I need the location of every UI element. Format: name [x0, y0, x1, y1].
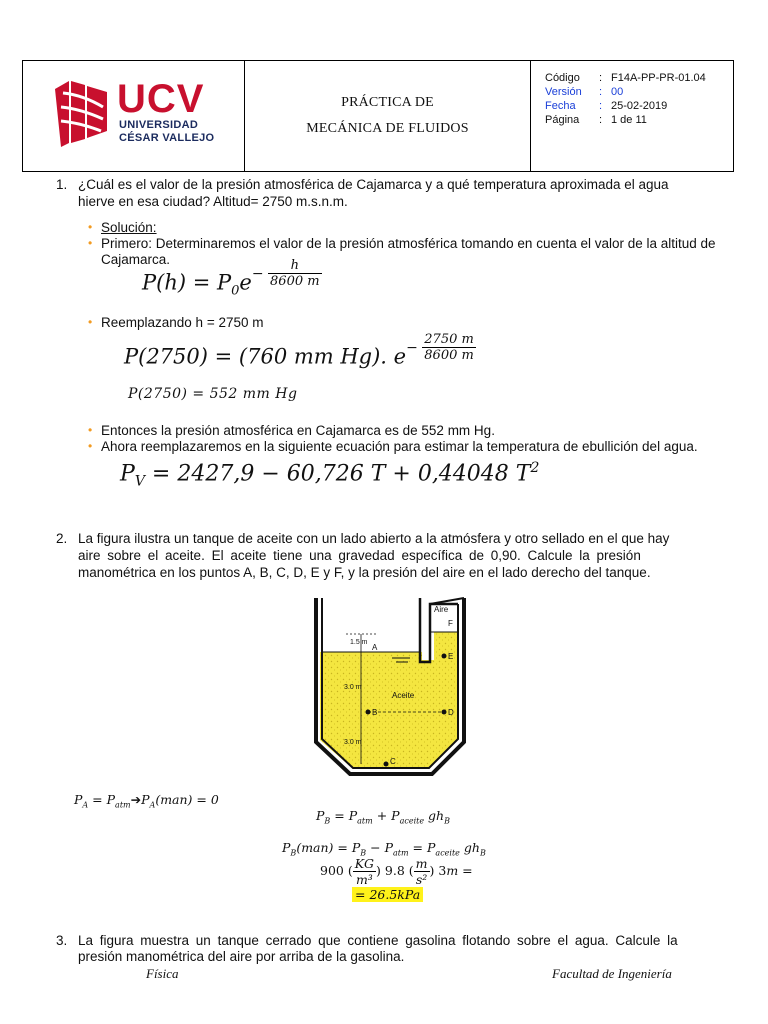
meta-sep: : — [599, 86, 603, 98]
equation-p2750-result: P(2750) = 552 mm Hg — [128, 386, 298, 402]
primero-line1: Primero: Determinaremos el valor de la presión atmosférica tomando en cuenta el valor de la altitud de — [101, 236, 716, 251]
bullet-dot: • — [88, 220, 93, 234]
logo-emblem-red — [55, 81, 69, 147]
meta-label: Página — [545, 114, 580, 126]
meta-row-fecha — [545, 99, 735, 113]
point-label-c: C — [390, 757, 396, 766]
meta-row-codigo — [545, 71, 735, 85]
equation-pb-result — [352, 887, 423, 902]
title-line1: PRÁCTICA DE — [341, 95, 434, 110]
equation-barometric: $P(h) = P_0e^{- \frac{h}{8600 m}}$ — [142, 258, 320, 299]
meta-value: 00 — [611, 86, 624, 98]
question-text-line2: aire sobre el aceite. El aceite tiene una gravedad específica de 0,90. Calcule la presión — [78, 548, 641, 563]
dim-label-top: 1.5 m — [350, 639, 368, 646]
meta-sep: : — [599, 114, 603, 126]
equation-pb-man: $P_B(man) = P_B - P_{atm} = P_{aceite}$ $gh_B$ — [282, 840, 486, 858]
label-aire: Aire — [434, 605, 449, 614]
point-c — [384, 762, 389, 767]
footer-left: Física — [146, 966, 179, 981]
point-label-a: A — [372, 643, 378, 652]
question-number: 3. — [56, 933, 68, 948]
point-label-b: B — [372, 708, 378, 717]
point-d — [442, 710, 447, 715]
equation-pb: $P_B = P_{atm} + P_{aceite}$ $gh_B$ — [316, 808, 450, 826]
question-text-line3: manométrica en los puntos A, B, C, D, E y F, y la presión del aire en el lado derecho del tanque. — [78, 565, 651, 580]
meta-cell — [531, 61, 735, 171]
equation-pa: $P_A$ = $P_{atm}➔P_A(man) = 0$ — [74, 792, 219, 810]
meta-sep: : — [599, 72, 603, 84]
title-cell — [245, 61, 531, 171]
point-b — [366, 710, 371, 715]
meta-value: 1 de 11 — [611, 114, 647, 126]
point-label-d: D — [448, 708, 454, 717]
question-text-line2: presión manométrica del aire por arriba de la gasolina. — [78, 949, 405, 964]
ahora-text: Ahora reemplazaremos en la siguiente ecuación para estimar la temperatura de ebullición del agua. — [101, 439, 698, 454]
logo-line1: UNIVERSIDAD — [119, 119, 199, 131]
meta-label: Versión — [545, 86, 582, 98]
meta-label: Fecha — [545, 100, 576, 112]
dim-label-bot: 3.0 m — [344, 739, 362, 746]
question-text-line1: La figura ilustra un tanque de aceite con un lado abierto a la atmósfera y otro sellado en el que hay — [78, 531, 670, 546]
question-number: 2. — [56, 531, 68, 546]
primero-line2: Cajamarca. — [101, 252, 171, 267]
logo-line2: CÉSAR VALLEJO — [119, 132, 215, 144]
equation-vapor-pressure: $P_V = 2427,9 - 60,726$ T + 0,44048 $T^2$ — [120, 460, 540, 490]
result-highlight: = 26.5kPa — [352, 887, 423, 902]
point-label-f: F — [448, 619, 453, 628]
label-aceite: Aceite — [392, 691, 415, 700]
question-number: 1. — [56, 177, 68, 192]
meta-row-pagina — [545, 113, 735, 127]
solucion-label: Solución: — [101, 220, 157, 235]
meta-sep: : — [599, 100, 603, 112]
bullet-dot: • — [88, 439, 93, 453]
bullet-dot: • — [88, 236, 93, 250]
reemplazando-text: Reemplazando h = 2750 m — [101, 315, 264, 330]
meta-value: 25-02-2019 — [611, 100, 668, 112]
bullet-dot: • — [88, 423, 93, 437]
point-e — [442, 654, 447, 659]
point-label-e: E — [448, 652, 454, 661]
bullet-dot: • — [88, 315, 93, 329]
entonces-text: Entonces la presión atmosférica en Cajamarca es de 552 mm Hg. — [101, 423, 495, 438]
question-text-line2: hierve en esa ciudad? Altitud= 2750 m.s.n.m. — [78, 194, 348, 209]
logo-cell — [23, 61, 245, 171]
dim-label-mid: 3.0 m — [344, 684, 362, 691]
meta-row-version — [545, 85, 735, 99]
equation-pb-numeric: 900 ( $\frac{KG}{\text{m³}}$ ) 9.8 ( $\frac{m}{\text{s²}}$ ) 3m = — [320, 856, 473, 887]
document-header — [22, 60, 734, 172]
question-text-line1: ¿Cuál es el valor de la presión atmosférica de Cajamarca y a qué temperatura aproximada el agua — [78, 177, 669, 192]
meta-label: Código — [545, 72, 580, 84]
question-text-line1: La figura muestra un tanque cerrado que contiene gasolina flotando sobre el agua. Calcule la — [78, 933, 678, 948]
oil-tank-figure — [306, 594, 478, 780]
title-line2: MECÁNICA DE FLUIDOS — [306, 121, 469, 136]
footer-right: Facultad de Ingeniería — [552, 966, 672, 981]
logo-brand: UCV — [117, 77, 205, 121]
meta-value: F14A-PP-PR-01.04 — [611, 72, 706, 84]
equation-p2750: P(2750) = (760 mm Hg). $e^{- \frac{2750 m}{8600 m}}$ — [124, 332, 474, 369]
